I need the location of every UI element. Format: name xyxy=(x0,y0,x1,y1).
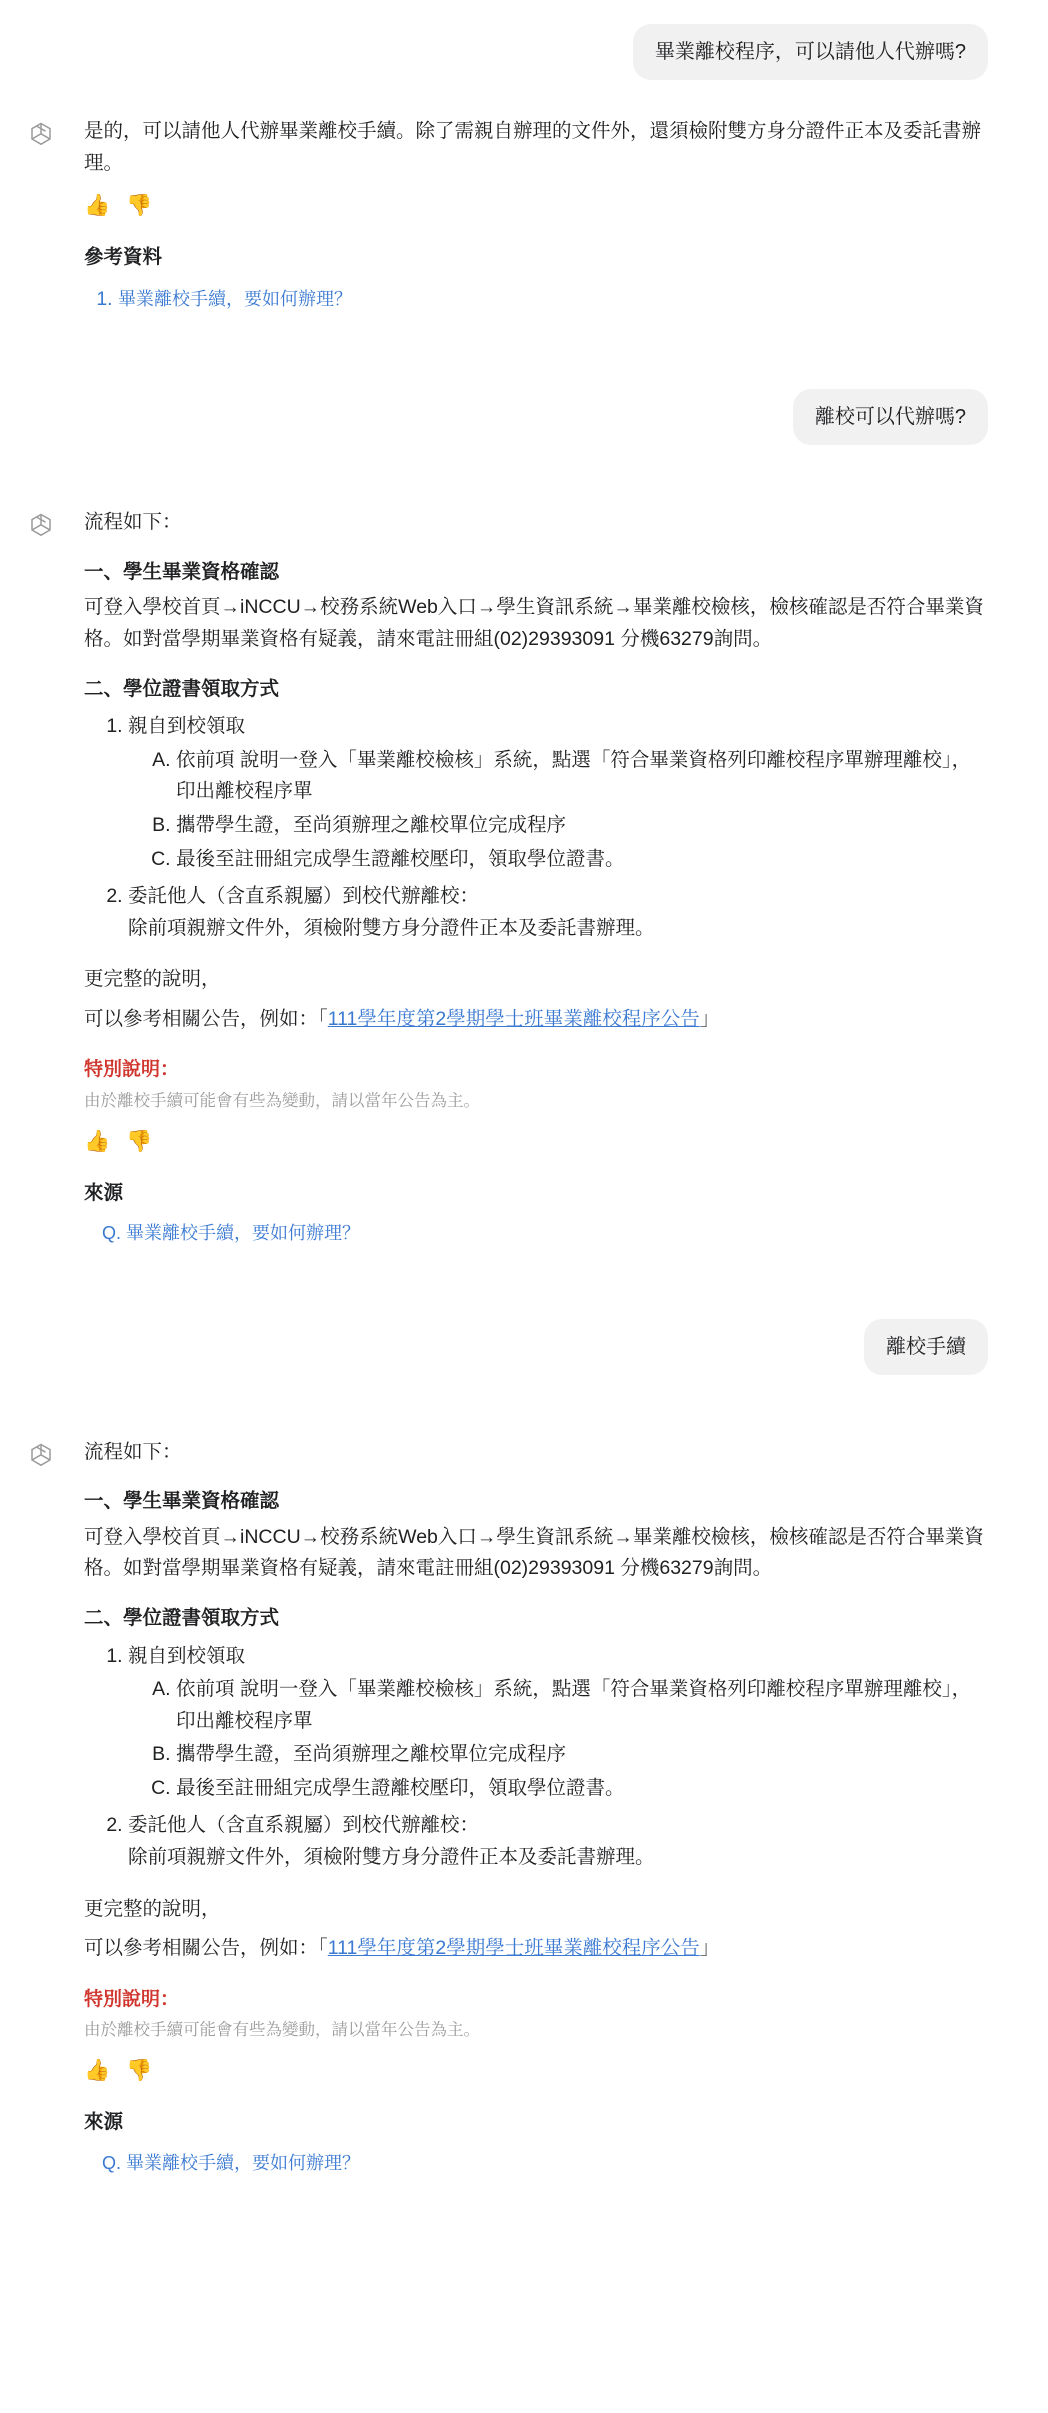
user-message-row xyxy=(0,0,1048,104)
assistant-intro-text: 流程如下： xyxy=(84,511,182,534)
list-item xyxy=(128,881,988,944)
assistant-message-row xyxy=(0,495,1048,1254)
list-item[interactable] xyxy=(118,284,988,316)
user-message-bubble: 畢業離校程序，可以請他人代辦嗎? xyxy=(633,24,988,80)
reference-link[interactable]: 畢業離校手續，要如何辦理？ xyxy=(118,288,352,309)
more-info-line-2 xyxy=(84,1004,988,1036)
lettered-sublist xyxy=(128,1674,988,1804)
source-link[interactable]: 畢業離校手續，要如何辦理？ xyxy=(126,2152,361,2173)
more-info-line-2 xyxy=(84,1933,988,1965)
list-item-label: 委託他人（含直系親屬）到校代辦離校： xyxy=(128,885,480,908)
assistant-avatar-icon xyxy=(24,118,58,152)
user-message-row xyxy=(0,365,1048,469)
reference-list xyxy=(84,284,988,316)
section-1-title: 一、學生畢業資格確認 xyxy=(84,560,280,583)
list-item-label: 親自到校領取 xyxy=(128,715,246,738)
list-item xyxy=(128,711,988,875)
thumbs-up-icon[interactable]: 👍 xyxy=(84,2059,111,2083)
section-1-body: 可登入學校首頁→iNCCU→校務系統Web入口→學生資訊系統→畢業離校檢核，檢核確認是否符合畢業資格。如對當學期畢業資格有疑義，請來電註冊組(02)29393091 分機63279詢問。 xyxy=(84,596,984,651)
special-note-title: 特別說明： xyxy=(84,1988,180,2010)
list-item: C. 最後至註冊組完成學生證離校壓印，領取學位證書。 xyxy=(176,844,988,876)
section-1-title: 一、學生畢業資格確認 xyxy=(84,1490,280,1513)
user-message-bubble: 離校可以代辦嗎? xyxy=(793,389,988,445)
assistant-message-body xyxy=(84,1435,988,2178)
numbered-list xyxy=(84,1641,988,1874)
source-entry[interactable] xyxy=(84,2149,988,2178)
special-note-body: 由於離校手續可能會有些為變動，請以當年公告為主。 xyxy=(84,2021,480,2040)
feedback-controls xyxy=(84,2060,988,2081)
more-info-prefix: 可以參考相關公告，例如：「 xyxy=(84,1937,328,1960)
assistant-message-body xyxy=(84,505,988,1248)
spacer xyxy=(0,325,1048,365)
assistant-answer-text: 是的，可以請他人代辦畢業離校手續。除了需親自辦理的文件外，還須檢附雙方身分證件正本及委託書辦理。 xyxy=(84,120,982,174)
lettered-sublist xyxy=(128,745,988,875)
list-item-label: 委託他人（含直系親屬）到校代辦離校： xyxy=(128,1814,480,1837)
thumbs-down-icon[interactable]: 👎 xyxy=(126,194,153,218)
section-2-title: 二、學位證書領取方式 xyxy=(84,1606,280,1629)
announcement-link[interactable]: 111學年度第2學期學士班畢業離校程序公告 xyxy=(327,1007,700,1030)
list-item: A. 依前項 說明一登入「畢業離校檢核」系統，點選「符合畢業資格列印離校程序單辦理離校」，印出離校程序單 xyxy=(176,745,988,808)
source-link[interactable]: 畢業離校手續，要如何辦理？ xyxy=(126,1223,361,1244)
spacer xyxy=(84,1880,988,1894)
source-prefix: Q. xyxy=(102,1223,122,1244)
reference-section-title: 參考資料 xyxy=(84,246,163,269)
special-note-body: 由於離校手續可能會有些為變動，請以當年公告為主。 xyxy=(84,1092,480,1111)
thumbs-down-icon[interactable]: 👎 xyxy=(126,2059,153,2083)
user-message-row xyxy=(0,1295,1048,1399)
assistant-message-row xyxy=(0,1425,1048,2184)
source-entry[interactable] xyxy=(84,1219,988,1248)
list-item xyxy=(128,1810,988,1873)
spacer xyxy=(0,1399,1048,1425)
section-1-body: 可登入學校首頁→iNCCU→校務系統Web入口→學生資訊系統→畢業離校檢核，檢核確認是否符合畢業資格。如對當學期畢業資格有疑義，請來電註冊組(02)29393091 分機63279詢問。 xyxy=(84,1525,984,1580)
assistant-avatar-icon xyxy=(24,1439,58,1473)
list-item-body: 除前項親辦文件外，須檢附雙方身分證件正本及委託書辦理。 xyxy=(128,1845,655,1868)
assistant-message-body xyxy=(84,114,988,319)
thumbs-up-icon[interactable]: 👍 xyxy=(84,1129,111,1153)
source-section-title: 來源 xyxy=(84,2111,124,2134)
more-info-line-1: 更完整的說明， xyxy=(84,1897,221,1920)
feedback-controls xyxy=(84,1131,988,1152)
user-message-bubble: 離校手續 xyxy=(864,1319,988,1375)
more-info-suffix: 」 xyxy=(699,1007,720,1030)
list-item: B. 攜帶學生證，至尚須辦理之離校單位完成程序 xyxy=(176,1739,988,1771)
assistant-message-row xyxy=(0,104,1048,325)
list-item: B. 攜帶學生證，至尚須辦理之離校單位完成程序 xyxy=(176,810,988,842)
list-item: A. 依前項 說明一登入「畢業離校檢核」系統，點選「符合畢業資格列印離校程序單辦理離校」，印出離校程序單 xyxy=(176,1674,988,1737)
thumbs-up-icon[interactable]: 👍 xyxy=(84,194,111,218)
spacer xyxy=(0,1255,1048,1295)
more-info-line-1: 更完整的說明， xyxy=(84,968,221,991)
list-item-body: 除前項親辦文件外，須檢附雙方身分證件正本及委託書辦理。 xyxy=(128,916,655,939)
more-info-prefix: 可以參考相關公告，例如：「 xyxy=(84,1007,328,1030)
special-note-title: 特別說明： xyxy=(84,1059,180,1081)
source-prefix: Q. xyxy=(102,2152,122,2173)
numbered-list xyxy=(84,711,988,944)
assistant-intro-text: 流程如下： xyxy=(84,1440,182,1463)
thumbs-down-icon[interactable]: 👎 xyxy=(126,1129,153,1153)
source-section-title: 來源 xyxy=(84,1181,124,1204)
section-2-title: 二、學位證書領取方式 xyxy=(84,677,280,700)
assistant-avatar-icon xyxy=(24,509,58,543)
list-item: C. 最後至註冊組完成學生證離校壓印，領取學位證書。 xyxy=(176,1773,988,1805)
list-item-label: 親自到校領取 xyxy=(128,1644,246,1667)
spacer xyxy=(0,469,1048,495)
feedback-controls xyxy=(84,195,988,216)
list-item xyxy=(128,1641,988,1805)
more-info-suffix: 」 xyxy=(699,1937,720,1960)
announcement-link[interactable]: 111學年度第2學期學士班畢業離校程序公告 xyxy=(327,1937,700,1960)
spacer xyxy=(84,950,988,964)
